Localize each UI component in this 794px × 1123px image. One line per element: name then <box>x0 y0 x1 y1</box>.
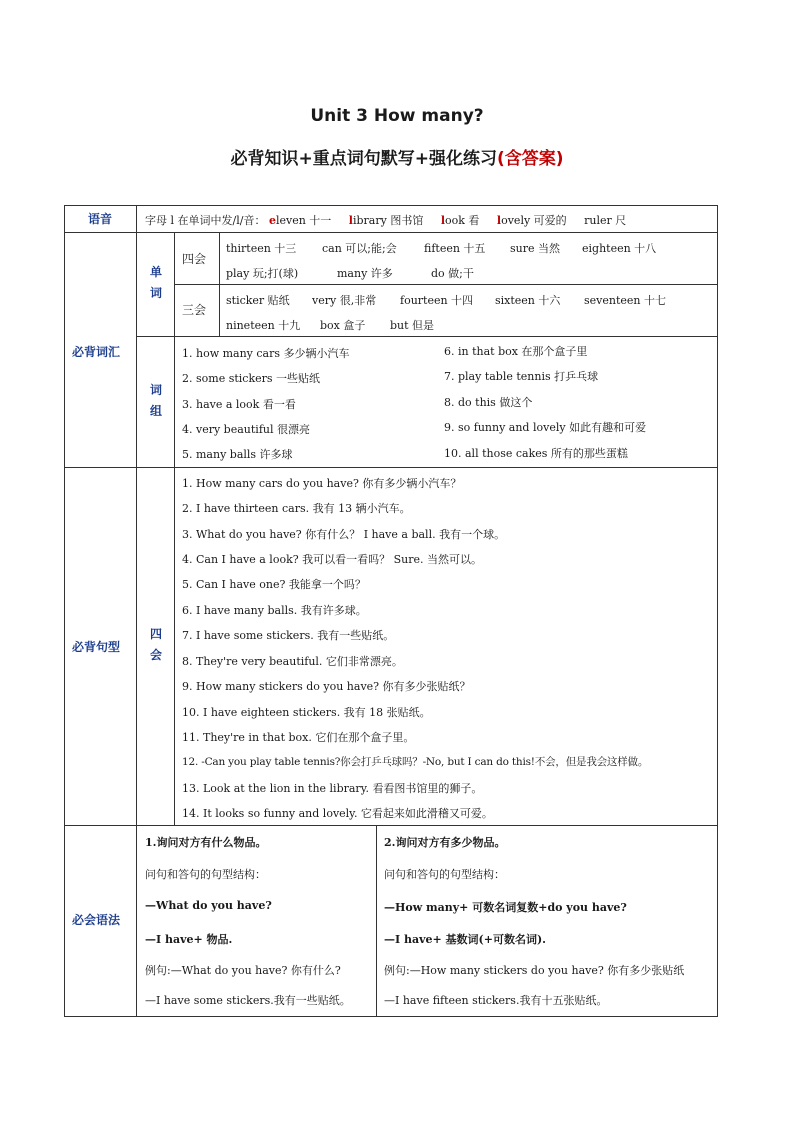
phonics-intro: 字母 l 在单词中发/l/音： <box>145 214 266 227</box>
grammar-heading: 2.询问对方有多少物品。 <box>384 836 506 849</box>
grammar-example: 例句:—How many stickers do you have? 你有多少张贴纸 <box>384 964 685 977</box>
sentence-item: 9. How many stickers do you have? 你有多少张贴纸？ <box>182 680 471 693</box>
word-item: seventeen 十七 <box>584 294 666 307</box>
word-item: but 但是 <box>390 319 435 332</box>
sentence-item: 5. Can I have one? 我能拿一个吗？ <box>182 578 366 591</box>
word-item: can 可以;能;会 <box>322 242 397 255</box>
grammar-answer: —I have+ 物品. <box>145 933 233 946</box>
grammar-example: —I have some stickers.我有一些贴纸。 <box>145 994 351 1007</box>
grid-line <box>174 232 175 336</box>
section-sentences: 必背句型 <box>72 640 121 654</box>
sentence-item: 6. I have many balls. 我有许多球。 <box>182 604 367 617</box>
grid-line <box>64 825 718 826</box>
grammar-answer: —I have+ 基数词(+可数名词). <box>384 933 546 946</box>
grammar-example: 例句:—What do you have? 你有什么? <box>145 964 341 977</box>
word-item: very 很,非常 <box>312 294 377 307</box>
phrase-item: 7. play table tennis 打乒乓球 <box>444 370 599 383</box>
word-item: fifteen 十五 <box>424 242 486 255</box>
grid-line <box>136 336 718 337</box>
phonics-line <box>145 212 626 228</box>
grid-line <box>174 336 175 825</box>
grid-line <box>717 205 718 1016</box>
label-four-skills: 四会 <box>182 252 207 266</box>
grid-line <box>136 205 137 1016</box>
phrase-item: 4. very beautiful 很漂亮 <box>182 423 310 436</box>
label-phrases: 词组 <box>149 383 162 418</box>
word-item: eighteen 十八 <box>582 242 657 255</box>
section-vocab: 必背词汇 <box>72 345 121 359</box>
grid-line <box>64 1016 718 1017</box>
word-item: box 盒子 <box>320 319 366 332</box>
phrase-item: 6. in that box 在那个盒子里 <box>444 345 588 358</box>
sentence-item: 10. I have eighteen stickers. 我有 18 张贴纸。 <box>182 706 431 719</box>
sentence-item: 7. I have some stickers. 我有一些贴纸。 <box>182 629 395 642</box>
word-item: fourteen 十四 <box>400 294 474 307</box>
phonics-word: library 图书馆 <box>348 214 424 227</box>
subtitle-main: 必背知识+重点词句默写+强化练习 <box>230 149 497 169</box>
sentence-item: 1. How many cars do you have? 你有多少辆小汽车？ <box>182 477 462 490</box>
grid-line <box>219 232 220 336</box>
phrase-item: 8. do this 做这个 <box>444 396 533 409</box>
phrase-item: 3. have a look 看一看 <box>182 398 296 411</box>
phrase-item: 5. many balls 许多球 <box>182 448 293 461</box>
grammar-question: —What do you have? <box>145 899 272 912</box>
grid-line <box>64 232 718 233</box>
page-subtitle <box>0 144 794 169</box>
phonics-word: lovely 可爱的 <box>496 214 567 227</box>
word-item: do 做;干 <box>431 267 474 280</box>
sentence-item: 4. Can I have a look? 我可以看一看吗？ Sure. 当然可以。 <box>182 553 483 566</box>
phrase-item: 2. some stickers 一些贴纸 <box>182 372 321 385</box>
label-three-skills: 三会 <box>182 303 207 317</box>
grammar-struct: 问句和答句的句型结构： <box>384 868 505 881</box>
page-title: Unit 3 How many? <box>310 106 484 126</box>
sentence-item: 11. They're in that box. 它们在那个盒子里。 <box>182 731 415 744</box>
phonics-word: eleven 十一 <box>268 214 332 227</box>
phonics-word: look 看 <box>440 214 480 227</box>
grid-line <box>64 205 718 206</box>
section-grammar: 必会语法 <box>72 913 121 927</box>
grammar-struct: 问句和答句的句型结构： <box>145 868 266 881</box>
word-item: thirteen 十三 <box>226 242 297 255</box>
sentence-item: 12. -Can you play table tennis?你会打乒乓球吗？-No, but I can do this!不会，但是我会这样做。 <box>182 756 649 768</box>
grid-line <box>174 284 718 285</box>
label-sentence-four: 四会 <box>149 627 162 662</box>
sentence-item: 13. Look at the lion in the library. 看看图书馆里的狮子。 <box>182 782 483 795</box>
word-item: sixteen 十六 <box>495 294 561 307</box>
grammar-example: —I have fifteen stickers.我有十五张贴纸。 <box>384 994 608 1007</box>
grammar-heading: 1.询问对方有什么物品。 <box>145 836 267 849</box>
sentence-item: 8. They're very beautiful. 它们非常漂亮。 <box>182 655 403 668</box>
word-item: play 玩;打(球) <box>226 267 299 280</box>
word-item: sticker 贴纸 <box>226 294 290 307</box>
phrase-item: 9. so funny and lovely 如此有趣和可爱 <box>444 421 647 434</box>
subtitle-highlight: (含答案) <box>496 149 564 169</box>
label-words: 单词 <box>149 265 162 300</box>
grammar-question: —How many+ 可数名词复数+do you have? <box>384 901 627 914</box>
word-item: nineteen 十九 <box>226 319 301 332</box>
grid-line <box>376 825 377 1016</box>
grid-line <box>64 205 65 1016</box>
grid-line <box>64 467 718 468</box>
word-item: sure 当然 <box>510 242 560 255</box>
word-item: many 许多 <box>337 267 393 280</box>
sentence-item: 14. It looks so funny and lovely. 它看起来如此滑稽又可爱。 <box>182 807 493 820</box>
sentence-item: 2. I have thirteen cars. 我有 13 辆小汽车。 <box>182 502 411 515</box>
phrase-item: 1. how many cars 多少辆小汽车 <box>182 347 350 360</box>
section-phonics: 语音 <box>88 212 113 226</box>
sentence-item: 3. What do you have? 你有什么？ I have a ball. 我有一个球。 <box>182 528 506 541</box>
phonics-word: ruler 尺 <box>584 214 627 227</box>
phrase-item: 10. all those cakes 所有的那些蛋糕 <box>444 447 628 460</box>
